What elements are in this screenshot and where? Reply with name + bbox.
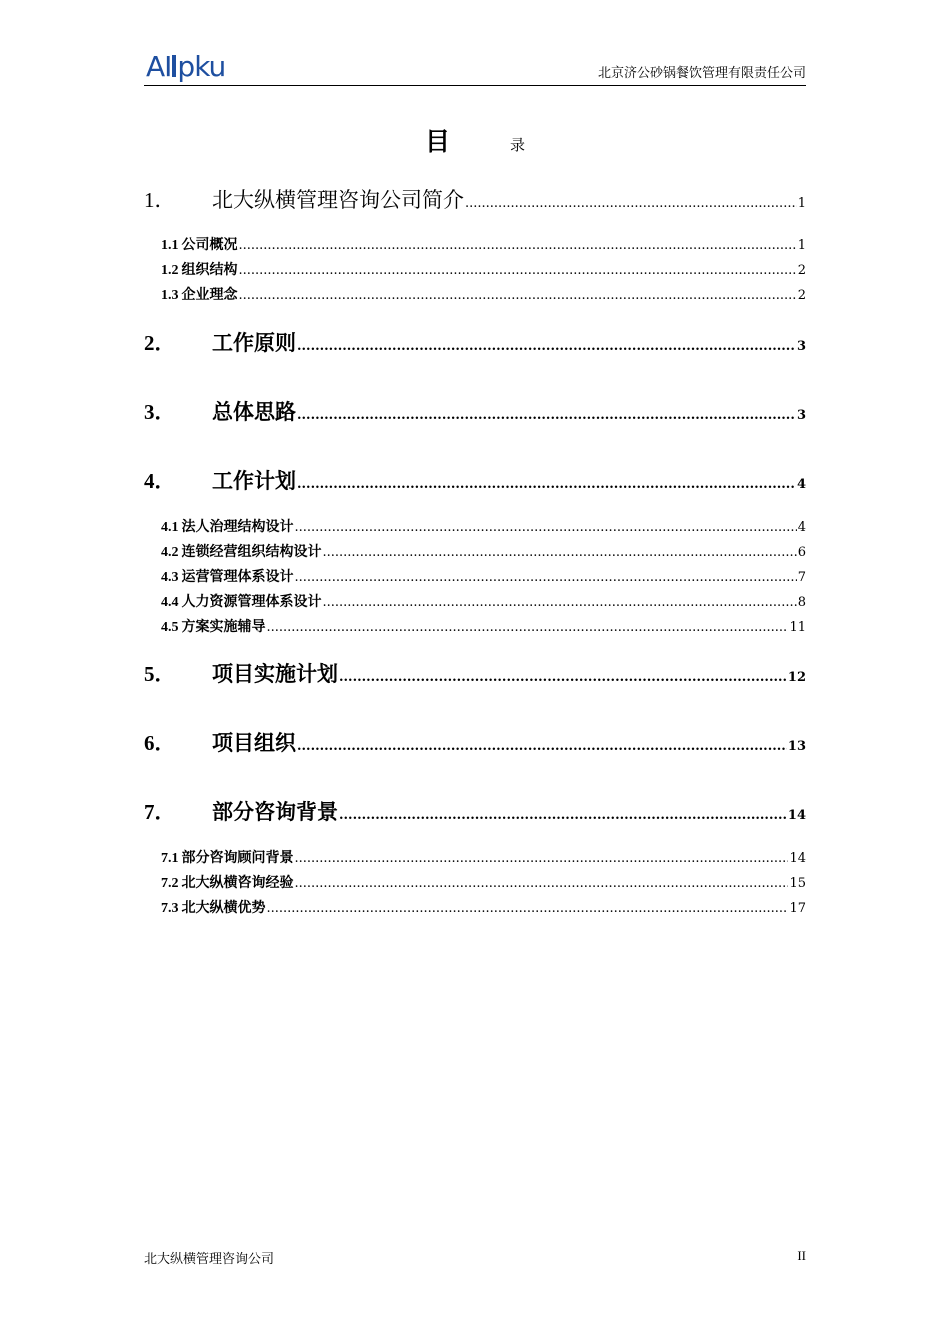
toc-entry-4-2[interactable]: 4.2 连锁经营组织结构设计 ..... 6	[144, 541, 806, 561]
toc-entry-4-3[interactable]: 4.3 运营管理体系设计 ..... 7	[144, 566, 806, 586]
toc-entry-1[interactable]: 1． 北大纵横管理咨询公司简介 ..... 1	[144, 184, 806, 214]
toc-title: 目 录	[424, 127, 526, 156]
toc-entry-2[interactable]: 2． 工作原则 ..... 3	[144, 327, 806, 357]
toc-entry-1-2[interactable]: 1.2 组织结构 ..... 2	[144, 259, 806, 279]
footer-company: 北大纵横管理咨询公司	[144, 1252, 275, 1267]
toc-entry-1-3[interactable]: 1.3 企业理念 ..... 2	[144, 284, 806, 304]
toc-entry-5[interactable]: 5． 项目实施计划 ..... 12	[144, 658, 806, 688]
toc-entry-4-4[interactable]: 4.4 人力资源管理体系设计 ..... 8	[144, 591, 806, 611]
toc-entry-4[interactable]: 4． 工作计划 ..... 4	[144, 465, 806, 495]
toc-entry-7-2[interactable]: 7.2 北大纵横咨询经验 ..... 15	[144, 872, 806, 892]
toc-entry-7[interactable]: 7． 部分咨询背景 ..... 14	[144, 796, 806, 826]
page-header	[144, 50, 806, 86]
toc-entry-6[interactable]: 6． 项目组织 ..... 13	[144, 727, 806, 757]
toc-entry-7-3[interactable]: 7.3 北大纵横优势 ..... 17	[144, 897, 806, 917]
toc-entry-4-1[interactable]: 4.1 法人治理结构设计 ..... 4	[144, 516, 806, 536]
company-logo: AI pku	[146, 50, 226, 83]
toc-entry-3[interactable]: 3． 总体思路 ..... 3	[144, 396, 806, 426]
toc-entry-7-1[interactable]: 7.1 部分咨询顾问背景 ..... 14	[144, 847, 806, 867]
toc-entry-4-5[interactable]: 4.5 方案实施辅导 ..... 11	[144, 616, 806, 636]
toc-entry-1-1[interactable]: 1.1 公司概况 ..... 1	[144, 234, 806, 254]
footer-page-number: II	[797, 1248, 806, 1263]
header-company-name: 北京济公砂锅餐饮管理有限责任公司	[597, 66, 806, 81]
